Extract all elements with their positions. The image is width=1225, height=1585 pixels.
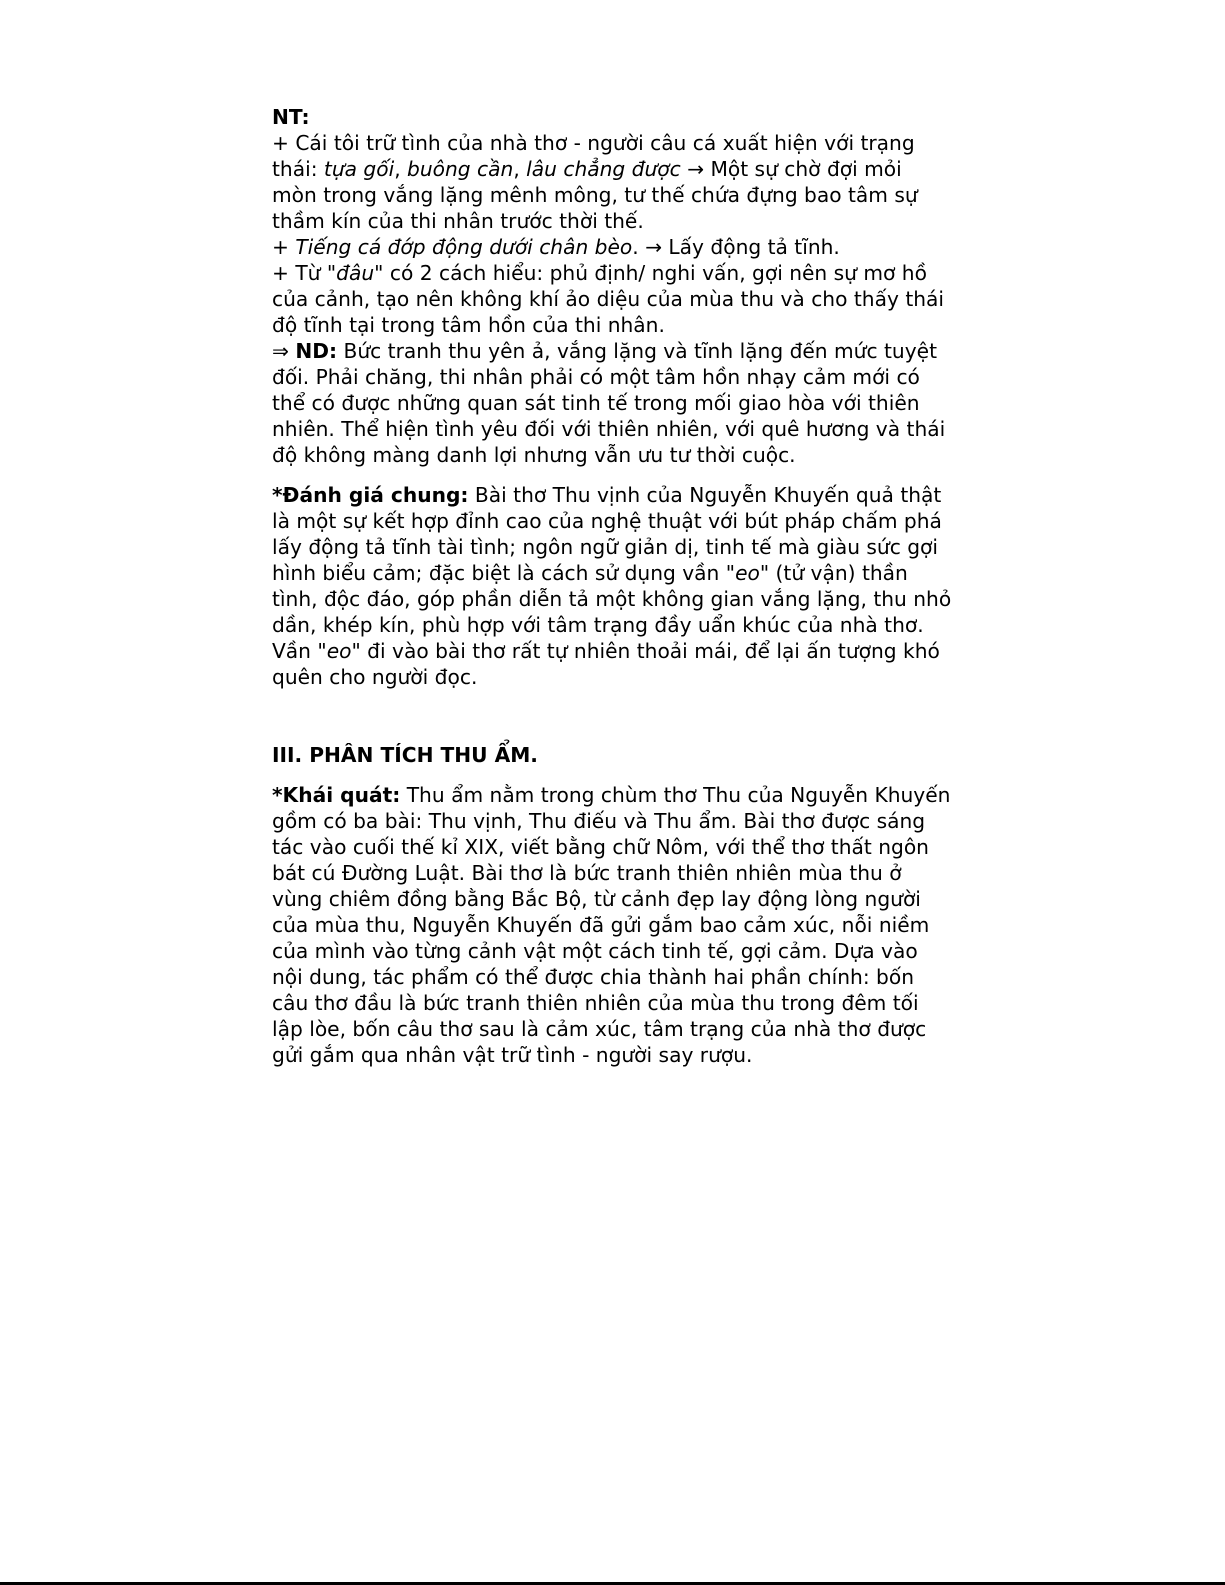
nt-point-2-prefix: + bbox=[272, 235, 296, 259]
khai-quat-label: *Khái quát: bbox=[272, 783, 401, 807]
nt-point-3-prefix: + Từ " bbox=[272, 261, 337, 285]
nt-point-3-rest: " có 2 cách hiểu: phủ định/ nghi vấn, gợi nên sự mơ hồ của cảnh, tạo nên không khí ảo diệu của mùa thu và cho thấy thái độ tĩnh tại trong tâm hồn của thi nhân. bbox=[272, 261, 945, 337]
danh-gia-text-1: Bài thơ Thu vịnh của Nguyễn Khuyến quả thật là một sự kết hợp đỉnh cao của nghệ thuật với bút pháp chấm phá lấy động tả tĩnh tài tình; ngôn ngữ giản dị, tinh tế mà giàu sức gợi hình biểu cảm; đặc biệt là cách sử dụng vần " bbox=[272, 483, 942, 585]
nt-point-1-italic-1: tựa gối bbox=[323, 157, 395, 181]
danh-gia-paragraph bbox=[272, 482, 952, 690]
nt-point-3 bbox=[272, 260, 952, 338]
danh-gia-text-2: " (tử vận) thần tình, độc đáo, góp phần diễn tả một không gian vắng lặng, thu nhỏ dần, khép kín, phù hợp với tâm trạng đầy uẩn khúc của nhà thơ. Vần " bbox=[272, 561, 952, 663]
khai-quat-paragraph bbox=[272, 782, 952, 1068]
nt-point-1-italic-2: buông cần bbox=[407, 157, 514, 181]
danh-gia-text-3: " đi vào bài thơ rất tự nhiên thoải mái, để lại ấn tượng khó quên cho người đọc. bbox=[272, 639, 940, 689]
nt-point-1-sep-1: , bbox=[394, 157, 408, 181]
nd-paragraph bbox=[272, 338, 952, 468]
danh-gia-italic-1: eo bbox=[735, 561, 760, 585]
nd-label: ND: bbox=[295, 339, 338, 363]
nt-point-1 bbox=[272, 130, 952, 234]
khai-quat-text: Thu ẩm nằm trong chùm thơ Thu của Nguyễn Khuyến gồm có ba bài: Thu vịnh, Thu điếu và Thu ẩm. Bài thơ được sáng tác vào cuối thế kỉ XIX, viết bằng chữ Nôm, với thể thơ thất ngôn bát cú Đường Luật. Bài thơ là bức tranh thiên nhiên mùa thu ở vùng chiêm đồng bằng Bắc Bộ, từ cảnh đẹp lay động lòng người của mùa thu, Nguyễn Khuyến đã gửi gắm bao cảm xúc, nỗi niềm của mình vào từng cảnh vật một cách tinh tế, gợi cảm. Dựa vào nội dung, tác phẩm có thể được chia thành hai phần chính: bốn câu thơ đầu là bức tranh thiên nhiên của mùa thu trong đêm tối lập lòe, bốn câu thơ sau là cảm xúc, tâm trạng của nhà thơ được gửi gắm qua nhân vật trữ tình - người say rượu. bbox=[272, 783, 951, 1067]
section-heading: III. PHÂN TÍCH THU ẨM. bbox=[272, 743, 538, 767]
nt-point-2 bbox=[272, 234, 952, 260]
nd-arrow: ⇒ bbox=[272, 339, 296, 363]
nd-text: Bức tranh thu yên ả, vắng lặng và tĩnh lặng đến mức tuyệt đối. Phải chăng, thi nhân phải có một tâm hồn nhạy cảm mới có thể có được những quan sát tinh tế trong mối giao hòa với thiên nhiên. Thể hiện tình yêu đối với thiên nhiên, với quê hương và thái độ không màng danh lợi nhưng vẫn ưu tư thời cuộc. bbox=[272, 339, 946, 467]
nt-point-2-rest: . → Lấy động tả tĩnh. bbox=[632, 235, 840, 259]
nt-point-1-italic-3: lâu chẳng được bbox=[526, 157, 681, 181]
nt-label: NT: bbox=[272, 105, 310, 129]
danh-gia-italic-2: eo bbox=[326, 639, 352, 663]
nt-point-3-italic: đâu bbox=[336, 261, 375, 285]
nt-point-1-rest: → Một sự chờ đợi mỏi mòn trong vắng lặng mênh mông, tư thế chứa đựng bao tâm sự thầm kín của thi nhân trước thời thế. bbox=[272, 157, 918, 233]
nt-point-1-text: + Cái tôi trữ tình của nhà thơ - người câu cá xuất hiện với trạng thái: bbox=[272, 131, 915, 181]
nt-point-2-italic: Tiếng cá đớp động dưới chân bèo bbox=[295, 235, 633, 259]
document-page bbox=[272, 104, 952, 1068]
nt-point-1-sep-2: , bbox=[513, 157, 527, 181]
danh-gia-label: *Đánh giá chung: bbox=[272, 483, 469, 507]
